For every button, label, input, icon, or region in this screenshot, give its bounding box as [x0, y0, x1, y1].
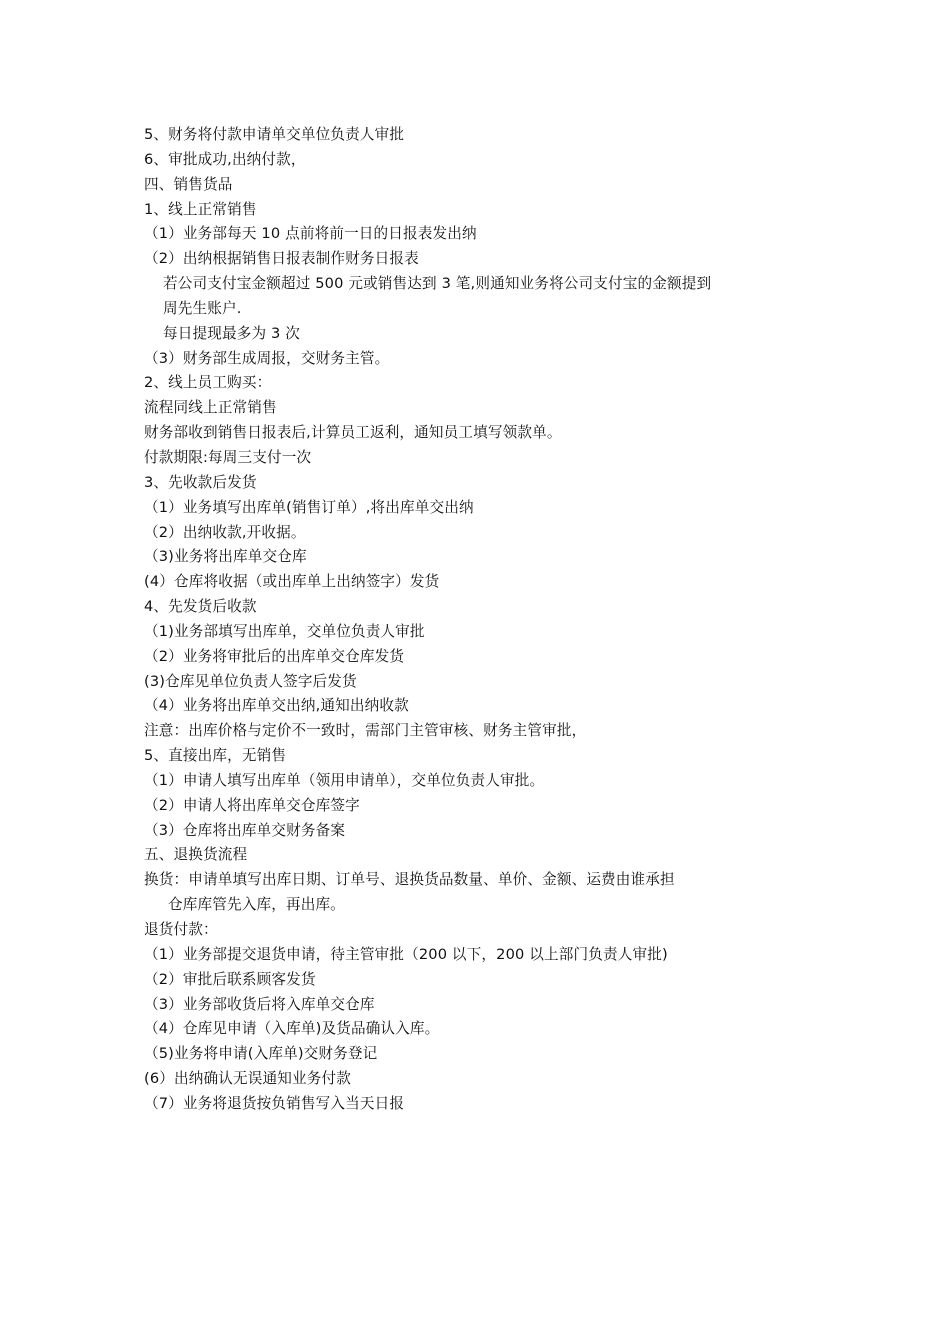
subsection-heading: 3、先收款后发货 [144, 473, 257, 491]
note-line: 注意：出库价格与定价不一致时，需部门主管审核、财务主管审批， [144, 722, 587, 740]
text-line: （3）业务部收货后将入库单交仓库 [144, 995, 375, 1013]
text-line: （4）仓库见申请（入库单)及货品确认入库。 [144, 1020, 440, 1038]
subsection-heading: 1、线上正常销售 [144, 200, 257, 218]
text-line: 流程同线上正常销售 [144, 399, 277, 417]
text-line: （3)业务将出库单交仓库 [144, 548, 307, 566]
document-body [144, 123, 804, 1117]
text-line: 5、财务将付款申请单交单位负责人审批 [144, 126, 405, 143]
text-line: （7）业务将退货按负销售写入当天日报 [144, 1094, 405, 1112]
text-line: （4）业务将出库单交出纳,通知出纳收款 [144, 697, 409, 715]
text-line: （3）财务部生成周报，交财务主管。 [144, 349, 390, 367]
text-line: 6、审批成功,出纳付款， [144, 150, 306, 168]
text-line: （2）审批后联系顾客发货 [144, 970, 316, 988]
text-line: 换货：申请单填写出库日期、订单号、退换货品数量、单价、金额、运费由谁承担 [144, 871, 675, 889]
text-line: (3)仓库见单位负责人签字后发货 [144, 672, 357, 690]
subsection-heading: 5、直接出库，无销售 [144, 747, 287, 765]
text-line: (6）出纳确认无误通知业务付款 [144, 1070, 351, 1088]
text-line: 仓库库管先入库，再出库。 [168, 896, 345, 914]
text-line: （1）申请人填写出库单（领用申请单），交单位负责人审批。 [144, 771, 545, 789]
text-line: 付款期限:每周三支付一次 [144, 448, 312, 466]
text-line: 若公司支付宝金额超过 500 元或销售达到 3 笔,则通知业务将公司支付宝的金额提到 [163, 275, 712, 293]
section-heading: 五、退换货流程 [144, 846, 248, 864]
text-line: （2）申请人将出库单交仓库签字 [144, 796, 360, 814]
text-line: （3）仓库将出库单交财务备案 [144, 821, 346, 839]
subsection-heading: 4、先发货后收款 [144, 598, 257, 616]
text-line: （5)业务将申请(入库单)交财务登记 [144, 1045, 378, 1063]
text-line: （2）业务将审批后的出库单交仓库发货 [144, 647, 405, 665]
text-line: （2）出纳根据销售日报表制作财务日报表 [144, 250, 419, 268]
subsection-heading: 2、线上员工购买： [144, 374, 272, 392]
text-line: （2）出纳收款,开收据。 [144, 523, 306, 541]
text-line: （1）业务部提交退货申请，待主管审批（200 以下，200 以上部门负责人审批) [144, 945, 668, 963]
text-line: （1）业务填写出库单(销售订单）,将出库单交出纳 [144, 498, 474, 516]
text-line: （1)业务部填写出库单，交单位负责人审批 [144, 622, 425, 640]
text-line: 财务部收到销售日报表后,计算员工返利，通知员工填写领款单。 [144, 424, 562, 442]
section-heading: 四、销售货品 [144, 175, 233, 193]
text-line: 周先生账户. [163, 299, 242, 317]
text-line: 每日提现最多为 3 次 [163, 324, 300, 342]
text-line: （1）业务部每天 10 点前将前一日的日报表发出纳 [144, 225, 477, 243]
text-line: (4）仓库将收据（或出库单上出纳签字）发货 [144, 573, 440, 591]
subsection-heading: 退货付款： [144, 921, 218, 938]
